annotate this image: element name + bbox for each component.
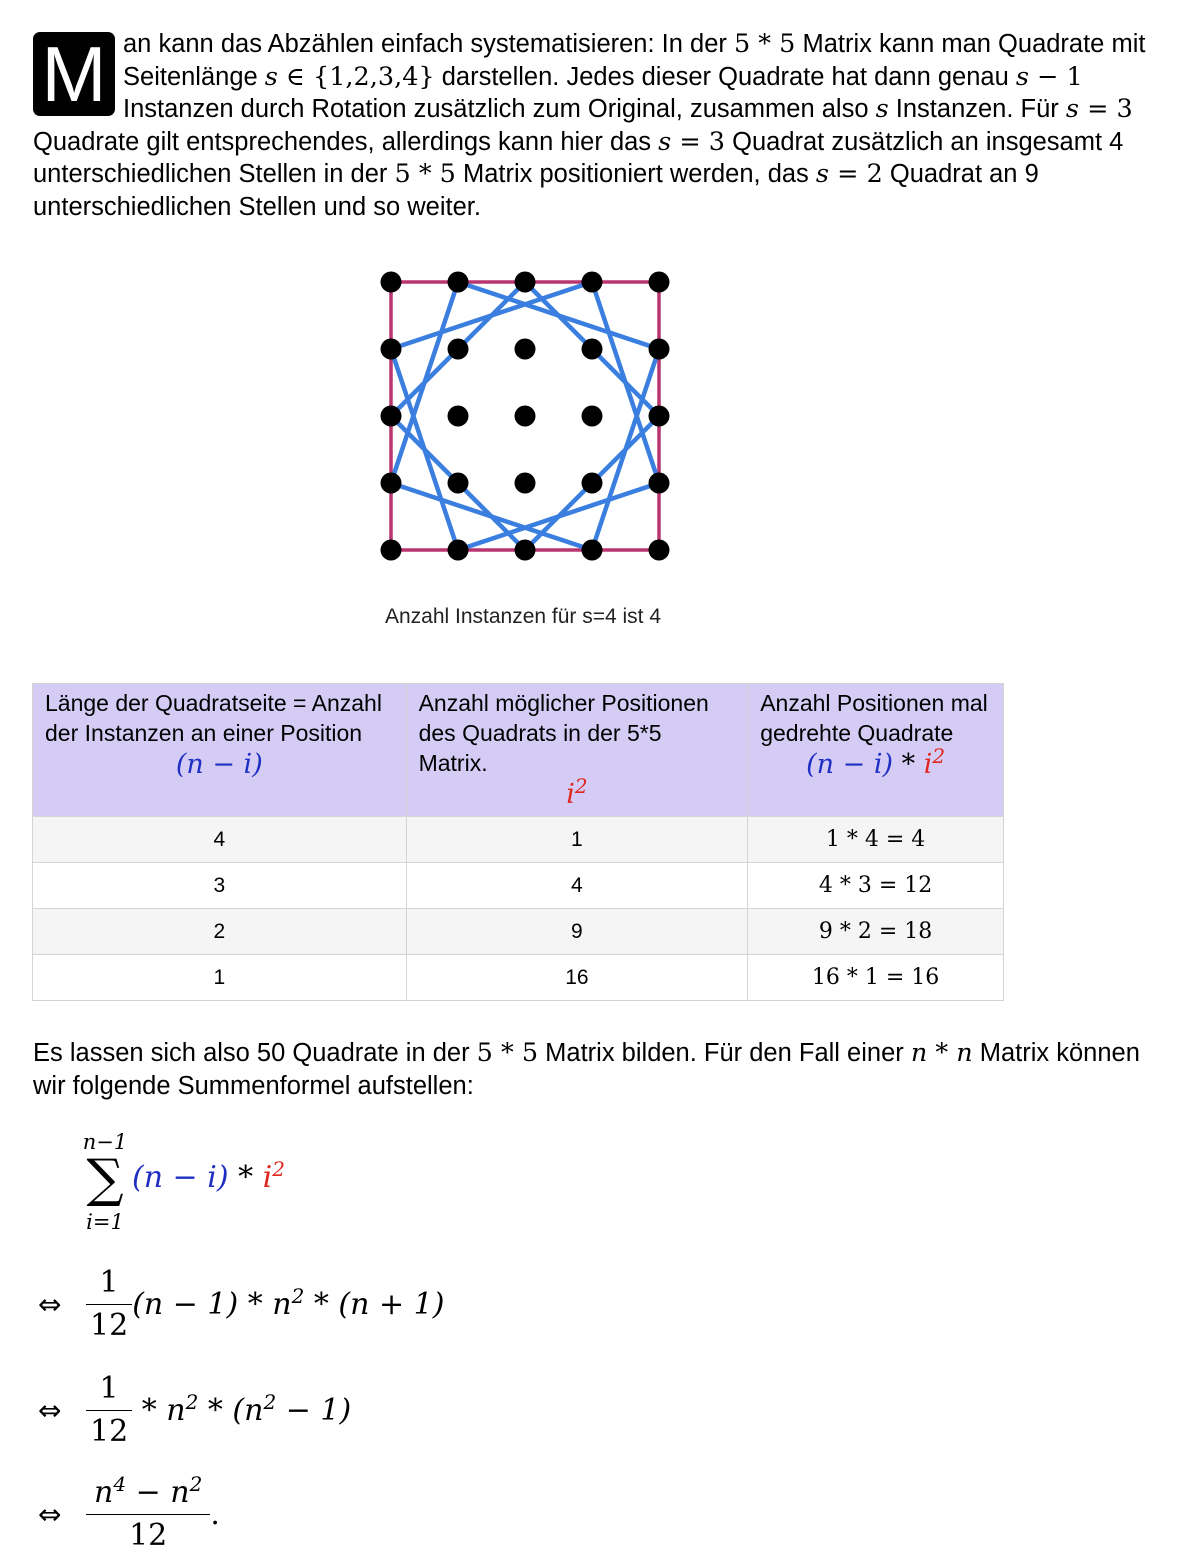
sum-body — [132, 1157, 285, 1195]
text: Instanzen durch Rotation zusätzlich zum Original, zusammen also — [123, 95, 876, 124]
summary-paragraph — [33, 1037, 1168, 1102]
grid-dot — [381, 272, 402, 293]
term-i: i — [262, 1160, 273, 1195]
math: s — [815, 159, 829, 190]
math: s — [875, 94, 889, 125]
grid-dot — [649, 540, 670, 561]
grid-dot — [649, 406, 670, 427]
cell-positions: 16 — [406, 955, 748, 1001]
math: s — [1065, 94, 1079, 125]
fraction-numerator — [86, 1472, 210, 1515]
math: 5 * 5 — [394, 159, 456, 190]
math: ∈ {1,2,3,4} — [277, 61, 435, 92]
text: Quadrate gilt entsprechendes, allerdings kann hier das — [33, 127, 659, 156]
equivalence-icon: ⇔ — [38, 1288, 62, 1321]
table-row — [33, 817, 1004, 863]
grid-dots — [381, 272, 670, 561]
grid-dot — [448, 272, 469, 293]
table-row — [33, 955, 1004, 1001]
text: Quadrat zusätzlich an insgesamt 4 unterschiedlichen Stellen in der — [33, 127, 1124, 189]
term — [132, 1284, 445, 1322]
period: . — [210, 1497, 220, 1532]
term-part: (n − 1) * n — [132, 1287, 292, 1322]
exponent: 4 — [113, 1472, 127, 1496]
exponent: 2 — [189, 1472, 203, 1496]
grid-dot — [649, 473, 670, 494]
header-text: Anzahl Positionen mal gedrehte Quadrate — [760, 690, 988, 746]
term-part: * (n + 1) — [304, 1287, 445, 1322]
equation-3 — [38, 1368, 351, 1453]
fraction-denominator: 12 — [90, 1308, 129, 1343]
exponent: 2 — [185, 1390, 199, 1414]
formula-exp: 2 — [574, 774, 588, 798]
num-part: − n — [126, 1475, 190, 1510]
grid-dot — [381, 540, 402, 561]
grid-dot — [515, 339, 536, 360]
sum-upper-limit: n−1 — [82, 1130, 128, 1154]
grid-dot — [381, 339, 402, 360]
num-part: n — [94, 1475, 114, 1510]
equivalence-icon: ⇔ — [38, 1394, 62, 1427]
term — [132, 1390, 352, 1428]
grid-dot — [515, 473, 536, 494]
grid-dot — [649, 339, 670, 360]
fraction-denominator: 12 — [90, 1414, 129, 1449]
formula-part: * — [893, 749, 924, 780]
cell-product: 4 * 3 = 12 — [748, 863, 1004, 909]
grid-dot — [515, 406, 536, 427]
formula-i: i — [566, 779, 575, 810]
math: 5 * 5 — [476, 1038, 539, 1068]
cell-positions: 1 — [406, 817, 748, 863]
formula-part: (n − i) — [806, 749, 894, 780]
grid-squares-figure — [373, 263, 673, 573]
grid-dot — [448, 339, 469, 360]
exponent: 2 — [272, 1157, 285, 1181]
grid-dot — [448, 473, 469, 494]
text: Matrix bilden. Für den Fall einer — [538, 1039, 911, 1067]
grid-dot — [582, 540, 603, 561]
table-row — [33, 909, 1004, 955]
header-formula — [760, 744, 991, 782]
term-part: * n — [132, 1393, 186, 1428]
cell-side: 3 — [33, 863, 407, 909]
grid-dot — [381, 473, 402, 494]
table-header-row — [33, 684, 1004, 817]
table-row — [33, 863, 1004, 909]
math: = 2 — [829, 159, 883, 190]
term-part: − 1) — [276, 1393, 352, 1428]
grid-dot — [515, 540, 536, 561]
term-red — [262, 1157, 285, 1195]
intro-paragraph — [33, 28, 1168, 224]
grid-dot — [582, 406, 603, 427]
sum-lower-limit: i=1 — [86, 1210, 124, 1234]
grid-dot — [582, 473, 603, 494]
cell-positions: 4 — [406, 863, 748, 909]
header-product — [748, 684, 1004, 817]
text: Matrix positioniert werden, das — [455, 160, 816, 189]
math: = 3 — [671, 126, 726, 157]
header-formula: (n − i) — [175, 749, 263, 780]
text: Es lassen sich also 50 Quadrate in der — [33, 1039, 477, 1067]
math: = 3 — [1078, 94, 1133, 125]
positions-table — [32, 683, 1004, 1001]
cell-product: 16 * 1 = 16 — [748, 955, 1004, 1001]
header-side-length — [33, 684, 407, 817]
math: n * n — [910, 1038, 973, 1068]
exponent: 2 — [263, 1390, 277, 1414]
text: an kann das Abzählen einfach systematisieren: In der — [123, 30, 734, 58]
math: s — [658, 126, 672, 157]
term-part: * (n — [198, 1393, 264, 1428]
text: Quadrat an 9 unterschiedlichen Stellen und so weiter. — [33, 160, 1039, 221]
header-formula — [419, 774, 736, 812]
grid-dot — [649, 272, 670, 293]
cell-positions: 9 — [406, 909, 748, 955]
cell-side: 1 — [33, 955, 407, 1001]
grid-dot — [448, 406, 469, 427]
cell-product: 9 * 2 = 18 — [748, 909, 1004, 955]
sigma-symbol: ∑ — [86, 1149, 124, 1209]
equation-2 — [38, 1262, 444, 1347]
cell-side: 2 — [33, 909, 407, 955]
text: Matrix können wir folgende Summenformel aufstellen: — [33, 1039, 1140, 1100]
formula-part — [923, 744, 946, 780]
cell-side: 4 — [33, 817, 407, 863]
math: s — [264, 61, 278, 92]
text: Matrix kann man Quadrate mit Seitenlänge — [123, 30, 1146, 91]
grid-dot — [582, 272, 603, 293]
cell-product: 1 * 4 = 4 — [748, 817, 1004, 863]
text: darstellen. Jedes dieser Quadrate hat dann genau — [434, 62, 1016, 91]
fraction — [86, 1262, 132, 1347]
equation-4 — [38, 1472, 220, 1557]
drop-cap: M — [33, 32, 115, 116]
figure-caption: Anzahl Instanzen für s=4 ist 4 — [384, 605, 662, 628]
formula-i: i — [923, 749, 933, 780]
equivalence-icon: ⇔ — [38, 1498, 62, 1531]
fraction — [86, 1368, 132, 1453]
math: s — [1015, 61, 1029, 92]
term-blue: (n − i) — [132, 1160, 229, 1195]
grid-dot — [448, 540, 469, 561]
operator: * — [228, 1160, 263, 1195]
exponent: 2 — [291, 1284, 305, 1308]
text: Instanzen. Für — [888, 95, 1066, 124]
fraction-numerator: 1 — [86, 1262, 132, 1305]
header-text: Länge der Quadratseite = Anzahl der Instanzen an einer Position — [45, 690, 382, 746]
header-text: Anzahl möglicher Positionen des Quadrats in der 5*5 Matrix. — [418, 690, 709, 776]
header-positions — [406, 684, 748, 817]
grid-dot — [381, 406, 402, 427]
fraction-denominator: 12 — [129, 1518, 168, 1553]
math: − 1 — [1028, 61, 1083, 92]
formula-exp: 2 — [932, 744, 946, 768]
grid-dot — [515, 272, 536, 293]
math: 5 * 5 — [733, 29, 796, 59]
fraction-numerator: 1 — [86, 1368, 132, 1411]
grid-dot — [582, 339, 603, 360]
fraction — [86, 1472, 210, 1557]
